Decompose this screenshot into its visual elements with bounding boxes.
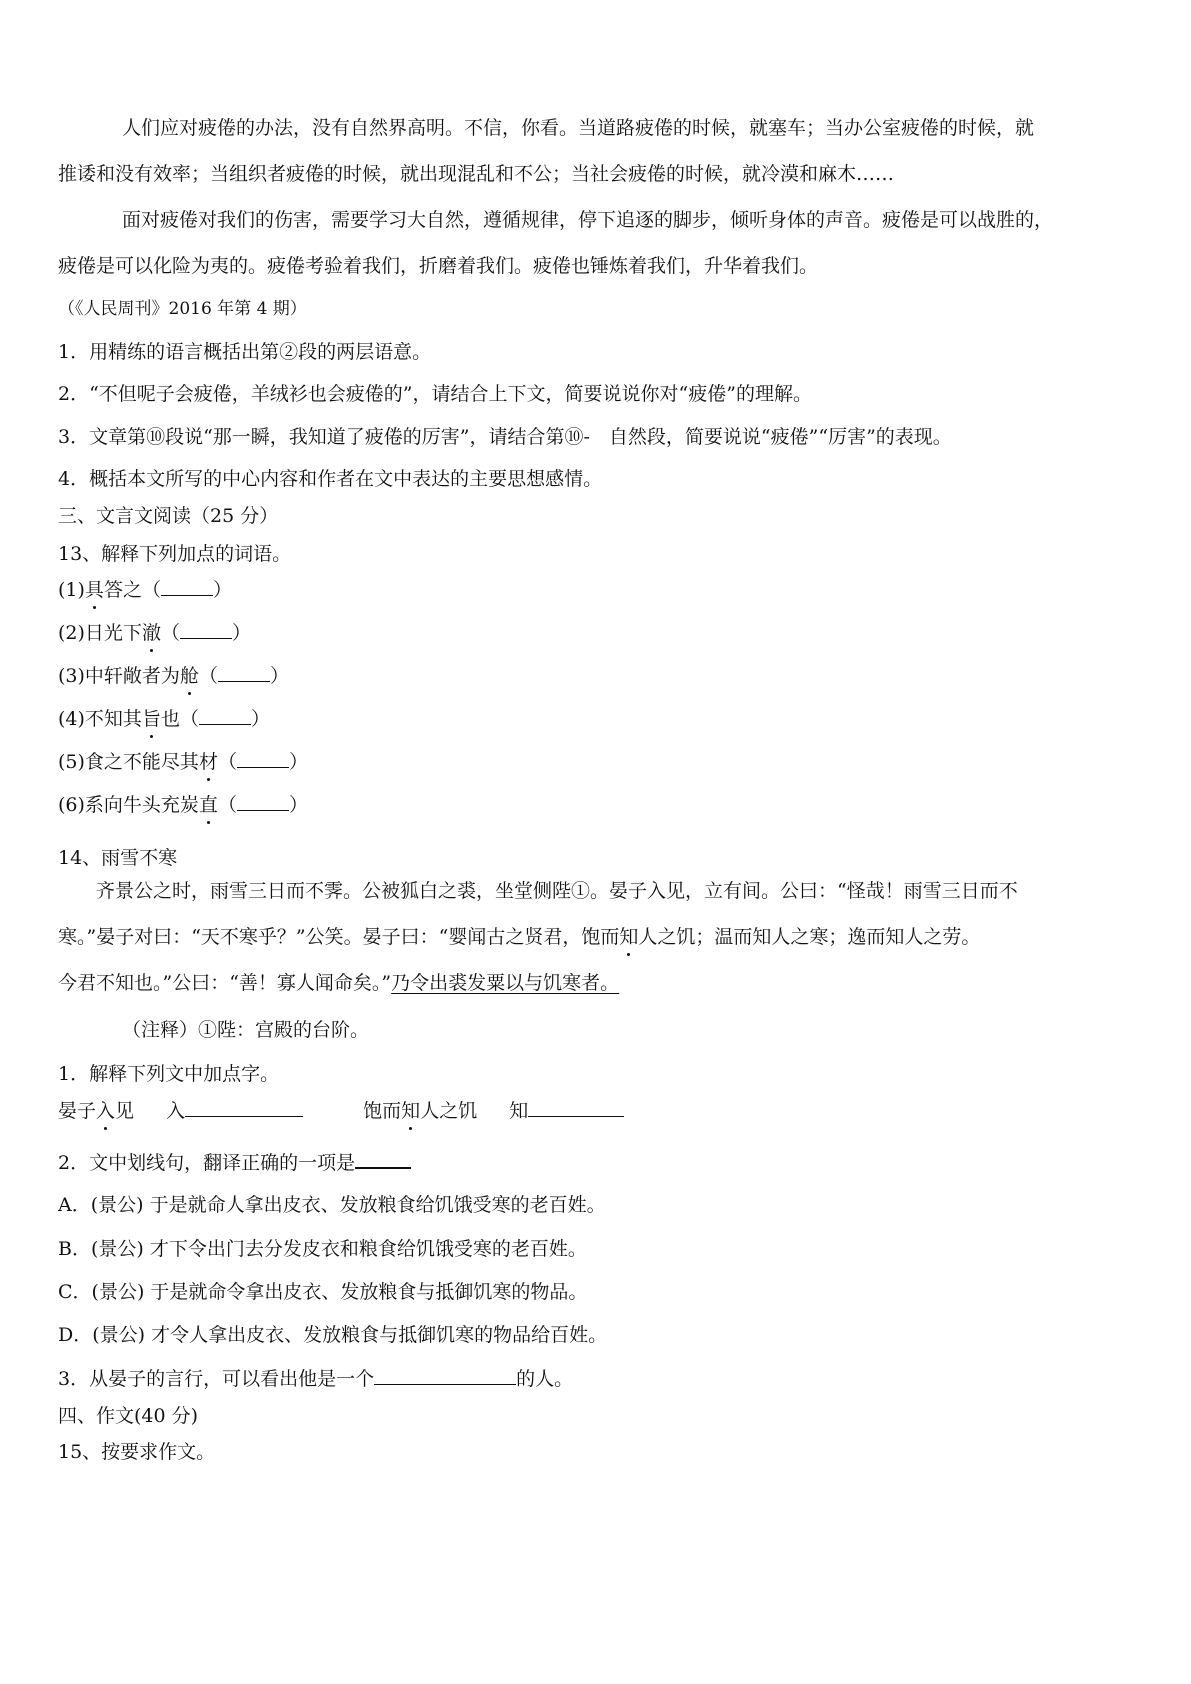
- passage-paragraph-2-line-2: 疲倦是可以化险为夷的。疲倦考验着我们，折磨着我们。疲倦也锤炼着我们，升华着我们。: [58, 255, 819, 277]
- q13-item-3: (3)中轩敞者为舱（ ）: [58, 665, 289, 687]
- section-4-title: 四、作文(40 分): [58, 1405, 199, 1427]
- q13-title: 13、解释下列加点的词语。: [58, 543, 292, 565]
- emphasis-dot-char: 直: [198, 794, 218, 816]
- q14-title: 14、雨雪不寒: [58, 847, 178, 869]
- q15-title: 15、按要求作文。: [58, 1441, 216, 1463]
- q14-sub1-title: 1．解释下列文中加点字。: [58, 1063, 280, 1085]
- q14-text-line-3: 今君不知也。”公曰：“善！寡人闻命矣。”乃令出裘发粟以与饥寒者。: [58, 972, 620, 994]
- q14-sub1-items: 晏子入见 入 饱而知人之饥 知: [58, 1098, 1138, 1124]
- q13-item-2: (2)日光下澈（ ）: [58, 622, 251, 644]
- section-3-title: 三、文言文阅读（25 分）: [58, 505, 279, 527]
- q13-item-6: (6)系向牛头充炭直（ ）: [58, 794, 308, 816]
- option-a: A．(景公) 于是就命人拿出皮衣、发放粮食给饥饿受寒的老百姓。: [58, 1194, 606, 1216]
- answer-blank[interactable]: [528, 1098, 624, 1117]
- q14-sub3: 3．从晏子的言行，可以看出他是一个 的人。: [58, 1368, 574, 1390]
- emphasis-dot-char: 材: [198, 751, 218, 773]
- answer-blank[interactable]: [218, 663, 270, 682]
- option-b: B．(景公) 才下令出门去分发皮衣和粮食给饥饿受寒的老百姓。: [58, 1238, 587, 1260]
- emphasis-dot-char: 知: [619, 926, 639, 948]
- answer-blank[interactable]: [199, 706, 251, 725]
- question-1: 1．用精练的语言概括出第②段的两层语意。: [58, 341, 432, 363]
- emphasis-dot-char: 知: [401, 1100, 421, 1122]
- passage-paragraph-1-line-1: 人们应对疲倦的办法，没有自然界高明。不信，你看。当道路疲倦的时候，就塞车；当办公室疲倦的时候，就: [122, 117, 1035, 139]
- q13-item-1: (1)具答之（ ）: [58, 579, 232, 601]
- passage-paragraph-1-line-2: 推诿和没有效率；当组织者疲倦的时候，就出现混乱和不公；当社会疲倦的时候，就冷漠和麻木……: [58, 163, 895, 185]
- underlined-sentence: 乃令出裘发粟以与饥寒者。: [391, 972, 620, 994]
- emphasis-dot-char: 澈: [141, 622, 161, 644]
- question-4: 4．概括本文所写的中心内容和作者在文中表达的主要思想感情。: [58, 468, 603, 490]
- emphasis-dot-char: 舱: [179, 665, 199, 687]
- q14-text-line-1: 齐景公之时，雨雪三日而不霁。公被狐白之裘，坐堂侧陛①。晏子入见，立有间。公曰：“怪哉！雨雪三日而不: [96, 880, 1018, 902]
- answer-blank[interactable]: [237, 792, 289, 811]
- emphasis-dot-char: 入: [96, 1100, 116, 1122]
- answer-blank[interactable]: [237, 749, 289, 768]
- option-d: D．(景公) 才令人拿出皮衣、发放粮食与抵御饥寒的物品给百姓。: [58, 1324, 608, 1346]
- q13-item-5: (5)食之不能尽其材（ ）: [58, 751, 308, 773]
- emphasis-dot-char: 旨: [141, 708, 161, 730]
- q14-note: （注释）①陛：宫殿的台阶。: [122, 1019, 370, 1041]
- answer-blank[interactable]: [355, 1149, 411, 1169]
- question-2: 2．“不但呢子会疲倦，羊绒衫也会疲倦的”，请结合上下文，简要说说你对“疲倦”的理解。: [58, 383, 812, 405]
- emphasis-dot-char: 具: [84, 579, 104, 601]
- passage-source: （《人民周刊》2016 年第 4 期）: [58, 299, 307, 319]
- q14-text-line-2: 寒。”晏子对曰：“天不寒乎？”公笑。晏子曰：“婴闻古之贤君，饱而知人之饥；温而知人之寒；逸而知人之劳。: [58, 926, 981, 948]
- answer-blank[interactable]: [161, 577, 213, 596]
- q14-sub2-title: 2．文中划线句，翻译正确的一项是: [58, 1149, 1138, 1176]
- answer-blank[interactable]: [185, 1098, 303, 1117]
- q13-item-4: (4)不知其旨也（ ）: [58, 708, 270, 730]
- option-c: C．(景公) 于是就命令拿出皮衣、发放粮食与抵御饥寒的物品。: [58, 1281, 588, 1303]
- answer-blank[interactable]: [180, 620, 232, 639]
- question-3: 3．文章第⑩段说“那一瞬，我知道了疲倦的厉害”，请结合第⑩- 自然段，简要说说“疲倦”“厉害”的表现。: [58, 426, 952, 448]
- passage-paragraph-2-line-1: 面对疲倦对我们的伤害，需要学习大自然，遵循规律，停下追逐的脚步，倾听身体的声音。疲倦是可以战胜的，: [122, 209, 1054, 231]
- answer-blank[interactable]: [374, 1366, 516, 1385]
